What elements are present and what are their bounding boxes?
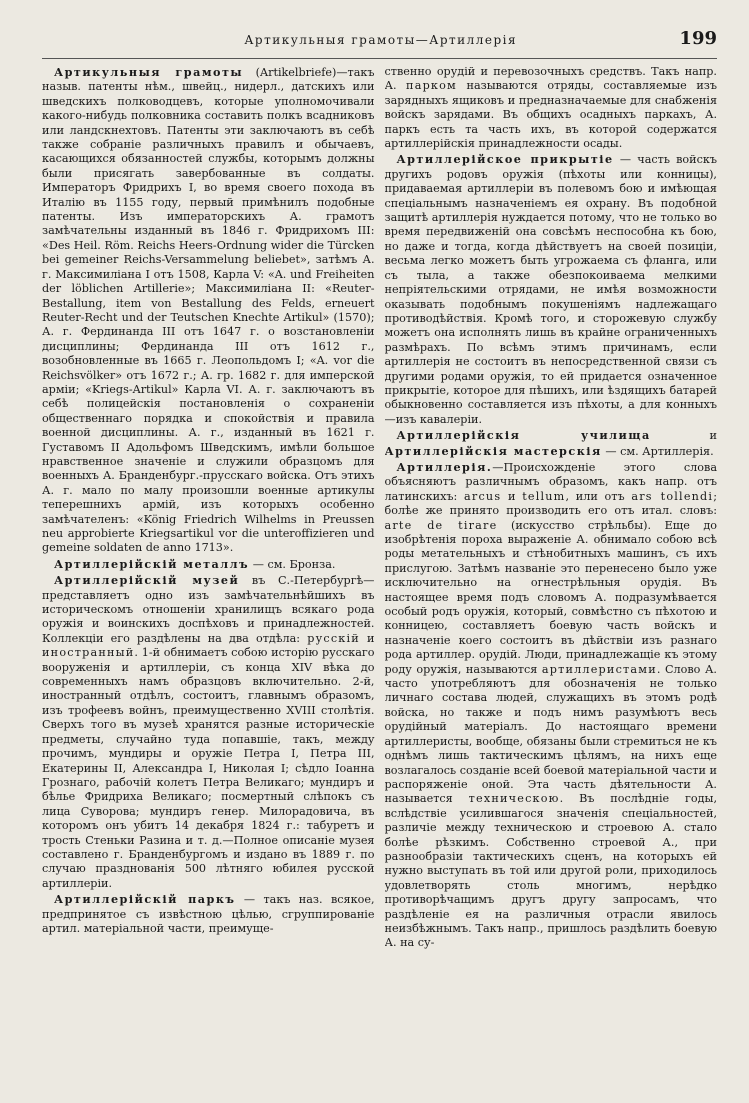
spaced-term: arcus [464, 489, 502, 503]
entry-metall [42, 557, 375, 572]
entry-text: — часть войскъ другихъ родовъ оружія (пѣхоты или конницы), придаваемая артиллеріи въ полевомъ бою и имѣющая спеціальнымъ назначеніемъ ея охрану. Въ подобной защитѣ артиллерія нуждается потому, что не только во время передвиженій она совсѣмъ неспособна къ бою, но даже и тогда, когда дѣйствуетъ на своей позиціи, весьма легко можетъ быть угрожаема съ фланга, или съ тыла, а также обезпокоиваема мелкими непріятельскими отрядами, не имѣя возможности оказывать подобнымъ покушеніямъ надлежащаго противодѣйствія. Кромѣ того, и сторожевую службу можетъ она исполнять лишь въ крайне ограниченныхъ размѣрахъ. По всѣмъ этимъ причинамъ, если артиллерія не состоитъ въ непосредственной связи съ другими родами оружія, то ей придается означенное прикрытіе, которое для пѣшихъ, или ѣздящихъ батарей обыкновенно составляется изъ пѣхоты, а для конныхъ—изъ кавалеріи. [384, 153, 717, 426]
entry-text: ственно орудій и перевозочныхъ средствъ. Такъ напр. А. [384, 65, 717, 93]
entry-text: (искусство стрѣльбы). Еще до изобрѣтенія пороха выраженіе А. обнимало собою всѣ роды метательныхъ и стѣнобитныхъ машинъ, съ ихъ прислугою. Затѣмъ названіе это перенесено было уже исключительно на огнестрѣльныя орудія. Въ настоящее время подъ словомъ А. подразумѣвается особый родъ оружія, который, совмѣстно съ пѣхотою и конницею, составляетъ боевую часть войскъ и назначеніе коего состоитъ въ дѣйствіи изъ разнаго рода артиллер. орудій. Люди, принадлежащіе къ этому роду оружія, называются [384, 518, 717, 676]
columns [42, 65, 717, 1095]
spaced-term: arte de tirare [384, 518, 498, 532]
entry-headword: Артиллерійскій музей [54, 573, 240, 588]
entry-text: и [650, 429, 717, 443]
entry-text: въ С.-Петербургѣ—представляетъ одно изъ замѣчательнѣйшихъ въ историческомъ отношеніи хранилищъ всякаго рода оружія и воинскихъ доспѣховъ и принадлежностей. Коллекціи его раздѣлены на два отдѣла: [42, 574, 375, 645]
entry-text: ; болѣе же принято производить его отъ итал. словъ: [384, 489, 717, 518]
entry-headword: Артиллерійскія училища [396, 428, 651, 443]
spaced-term: иностранный [42, 646, 135, 660]
entry-text: . Слово А. часто употребляютъ для обозначенія не только личнаго состава людей, служащихъ въ этомъ родѣ войска, но также и подъ нимъ разумѣютъ весь орудійный матеріалъ. До настоящаго времени артиллеристы, вообще, обязаны были стремиться не къ однѣмъ лишь тактическимъ цѣлямъ, на нихъ еще возлагалось созданіе всей боевой матеріальной части и распоряженіе оной. Эта часть дѣятельности А. называется [384, 662, 717, 806]
entry-text: — см. Артиллерія. [601, 444, 714, 458]
running-title: Артикульныя грамоты—Артиллерія [244, 33, 518, 47]
page-number: 199 [679, 28, 717, 49]
entry-text: называются отряды, составляемые изъ зарядныхъ ящиковъ и предназначаемые для снабженія войскъ зарядами. Въ общихъ осадныхъ паркахъ, А. паркъ есть та часть ихъ, въ которой содержатся артиллерійскія принадлежности осады. [384, 79, 717, 151]
entry-artilleria [385, 460, 718, 951]
spaced-term: ars tollendi [631, 489, 714, 503]
entry-text: (Artikelbriefe)—такъ назыв. патенты нѣм., швейц., нидерл., датскихъ или шведскихъ полководцевъ, которые уполномочивали какого-нибудь полковника составить полкъ всадниковъ или ландскнехтовъ. Патенты эти заключаютъ въ себѣ также собраніе различныхъ правилъ и обычаевъ, касающихся обязанностей службы, которымъ должны были присягать завербованные въ солдаты. Императоръ Фридрихъ I, во время своего похода въ Италію въ 1155 году, первый примѣнилъ подобные патенты. Изъ императорскихъ А. грамотъ замѣчательны изданный въ 1846 г. Фридрихомъ III: «Des Heil. Röm. Reichs Heers-Ordnung wider die Türcken bei gemeiner Reichs-Versammelung beliebet», затѣмъ А. г. Максимиліана I отъ 1508, Карла V: «A. und Freiheiten der löblichen Artillerie»; Максимиліана II: «Reuter-Bestallung, item von Bestallung des Felds, erneuert Reuter-Recht und der Teutschen Knechte Artikul» (1570); А. г. Фердинанда III отъ 1647 г. о возстановленіи дисциплины; Фердинанда III отъ 1612 г., возобновленные въ 1665 г. Леопольдомъ I; «A. vor die Reichsvölker» отъ 1672 г.; А. гр. 1682 г. для имперской арміи; «Kriegs-Artikul» Карла VI. А. г. заключаютъ въ себѣ полицейскія постановленія о сохраненіи общественнаго порядка и спокойствія и правила военной дисциплины. А. г., изданный въ 1621 г. Густавомъ II Адольфомъ Шведскимъ, имѣли большое нравственное значеніе и служили образцомъ для военныхъ А. Бранденбург.-прусскаго войска. Отъ этихъ А. г. мало по малу произошли военные артикулы теперешнихъ армій, изъ которыхъ особенно замѣчателенъ: «König Friedrich Wilhelms in Preussen neu approbierte Kriegsartikul vor die unteroffizieren und gemeine soldaten de anno 1713». [42, 66, 375, 555]
entry-prikrytie [385, 152, 718, 427]
entry-text: и [501, 489, 523, 503]
entry-park-continued [385, 65, 718, 151]
entry-headword: Артиллерія. [396, 459, 493, 474]
entry-park [42, 892, 375, 936]
entry-text: — см. Бронза. [249, 557, 336, 571]
entry-text: и [359, 631, 375, 645]
spaced-term: tellum [522, 489, 566, 503]
entry-text: . Въ послѣдніе годы, вслѣдствіе усилившагося значенія спеціальностей, различіе между техническою и строевою А. стало болѣе рѣзкимъ. Собственно строевой А., при разнообразіи тактическихъ сценъ, на которыхъ ей нужно выступать въ той или другой роли, приходилось удовлетворять столь многимъ, нерѣдко противорѣчащимъ другъ другу запросамъ, что раздѣленіе ея на различныя отрасли явилось неизбѣжнымъ. Такъ напр., пришлось раздѣлить боевую А. на су- [384, 792, 717, 950]
entry-text: . 1-й обнимаетъ собою исторію русскаго вооруженія и артиллеріи, съ конца XIV вѣка до современныхъ намъ образцовъ включительно. 2-й, иностранный отдѣлъ, состоитъ, главнымъ образомъ, изъ трофеевъ войнъ, преимущественно XVIII столѣтія. Сверхъ того въ музеѣ хранятся разные историческіе предметы, случайно туда попавшіе, такъ, между прочимъ, мундиры и оружіе Петра I, Петра III, Екатерины II, Александра I, Николая I; сѣдло Іоанна Грознаго, рабочій колетъ Петра Великаго; мундиръ и бѣлье Фридриха Великаго; посмертный слѣпокъ съ лица Суворова; мундиръ генер. Милорадовича, въ которомъ онъ убитъ 14 декабря 1824 г.: табуретъ и трость Стеньки Разина и т. д.—Полное описаніе музея составлено г. Бранденбургомъ и издано въ 1889 г. по случаю празднованія 500 лѣтняго юбилея русской артиллеріи. [42, 646, 375, 890]
entry-muzei [42, 573, 375, 891]
entry-headword: Артиллерійскій паркъ [54, 892, 236, 907]
spaced-term: техническою [468, 792, 560, 806]
spaced-term: парком [406, 79, 457, 93]
spaced-term: русскій [307, 631, 360, 645]
entry-text: , или отъ [565, 489, 632, 503]
entry-headword: Артиллерійское прикрытіе [396, 152, 614, 167]
right-column [385, 65, 718, 1095]
spaced-term: артиллеристами [541, 662, 657, 676]
entry-headword: Артикульныя грамоты [54, 65, 244, 79]
entry-text: — такъ наз. всякое, предпринятое съ извѣстною цѣлью, сгруппированіе артил. матеріальной части, преимуще- [42, 893, 375, 935]
left-column [42, 65, 375, 1095]
page-header [42, 28, 717, 59]
entry-headword: Артиллерійскій металлъ [54, 556, 250, 571]
entry-uchilishcha [385, 428, 718, 459]
entry-headword: Артиллерійскія мастерскія [384, 443, 602, 458]
entry-text: —Происхожденіе этого слова объясняютъ различнымъ образомъ, какъ напр. отъ латинскихъ: [384, 460, 717, 503]
entry-artikulnye-gramoty [42, 65, 375, 556]
